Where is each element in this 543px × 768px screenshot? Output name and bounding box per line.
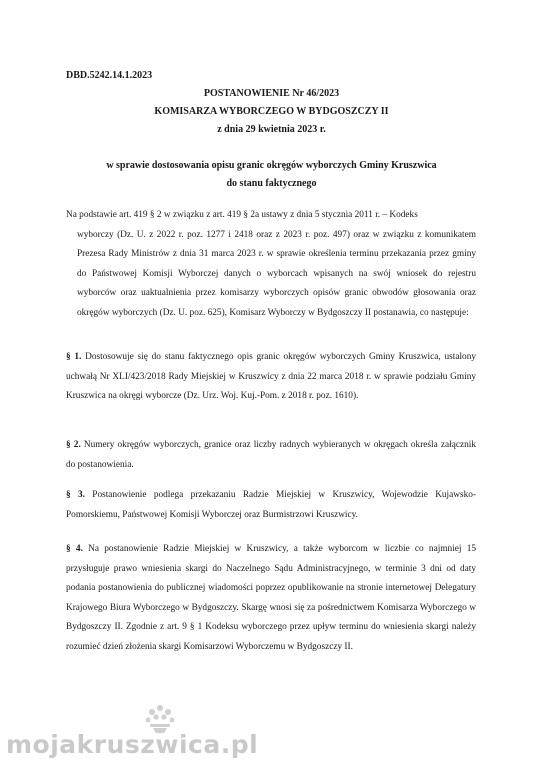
paragraph-number: § 4. [66,544,83,554]
paragraph-text: Postanowienie podlega przekazaniu Radzie Miejskiej w Kruszwicy, Wojewodzie Kujawsko-Pomorskiemu, Państwowej Komisji Wyborczej oraz Burmistrzowi Kruszwicy. [66,490,476,520]
paragraph-text: Na postanowienie Radzie Miejskiej w Kruszwicy, a także wyborcom w liczbie co najmniej 15 przysługuje prawo wniesienia skargi do Naczelnego Sądu Administracyjnego, w terminie 3 dni od daty podania postanowienia do publicznej wiadomości poprzez opublikowanie na stronie internetowej Delegatury Krajowego Biura Wyborczego w Bydgoszczy. Skargę wnosi się za pośrednictwem Komisarza Wyborczego w Bydgoszczy II. Zgodnie z art. 9 § 1 Kodeksu wyborczego przez upływ terminu do wniesienia skargi należy rozumieć dzień złożenia skargi Komisarzowi Wyborczemu w Bydgoszczy II. [66,544,477,652]
paragraph-number: § 3. [66,490,85,500]
paragraph-number: § 2. [66,440,81,450]
intro-first-line: Na podstawie art. 419 § 2 w związku z art. 419 § 2a ustawy z dnia 5 stycznia 2011 r. – Kodeks [66,210,418,220]
paragraph-text: Dostosowuje się do stanu faktycznego opis granic okręgów wyborczych Gminy Kruszwica, ustalony uchwałą Nr XLI/423/2018 Rady Miejskiej w Kruszwicy z dnia 22 marca 2018 r. w sprawie podziału Gminy Kruszwica na okręgi wyborcze (Dz. Urz. Woj. Kuj.-Pom. z 2018 r. poz. 1610). [66,352,476,402]
paragraph-number: § 1. [66,352,82,362]
paragraph-3 [66,486,476,525]
intro-rest: wyborczy (Dz. U. z 2022 r. poz. 1277 i 2418 oraz z 2023 r. poz. 497) oraz w związku z komunikatem Prezesa Rady Ministrów z dnia 31 marca 2023 r. w sprawie określenia terminu przekazania przez gminy do Państwowej Komisji Wyborczej danych o wyborcach wpisanych na swój wniosek do rejestru wyborców oraz uaktualnienia przez komisarzy wyborczych opisów granic obwodów głosowania oraz okręgów wyborczych (Dz. U. poz. 625), Komisarz Wyborczy w Bydgoszczy II postanawia, co następuje: [77,229,476,318]
document-reference: DBD.5242.14.1.2023 [66,70,153,81]
document-date: z dnia 29 kwietnia 2023 r. [217,124,326,135]
paragraph-4 [66,540,476,658]
site-watermark: mojakruszwica.pl [6,730,259,759]
intro-paragraph [66,206,476,324]
document-title-line-2: KOMISARZA WYBORCZEGO W BYDGOSZCZY II [154,106,389,117]
document-title-line-1: POSTANOWIENIE Nr 46/2023 [203,88,340,99]
document-subject-line-1: w sprawie dostosowania opisu granic okręgów wyborczych Gminy Kruszwica [106,160,437,171]
paragraph-text: Numery okręgów wyborczych, granice oraz liczby radnych wybieranych w okręgach określa załącznik do postanowienia. [66,440,476,470]
paragraph-2 [66,436,476,475]
paragraph-1 [66,348,476,407]
document-subject-line-2: do stanu faktycznego [226,178,317,189]
